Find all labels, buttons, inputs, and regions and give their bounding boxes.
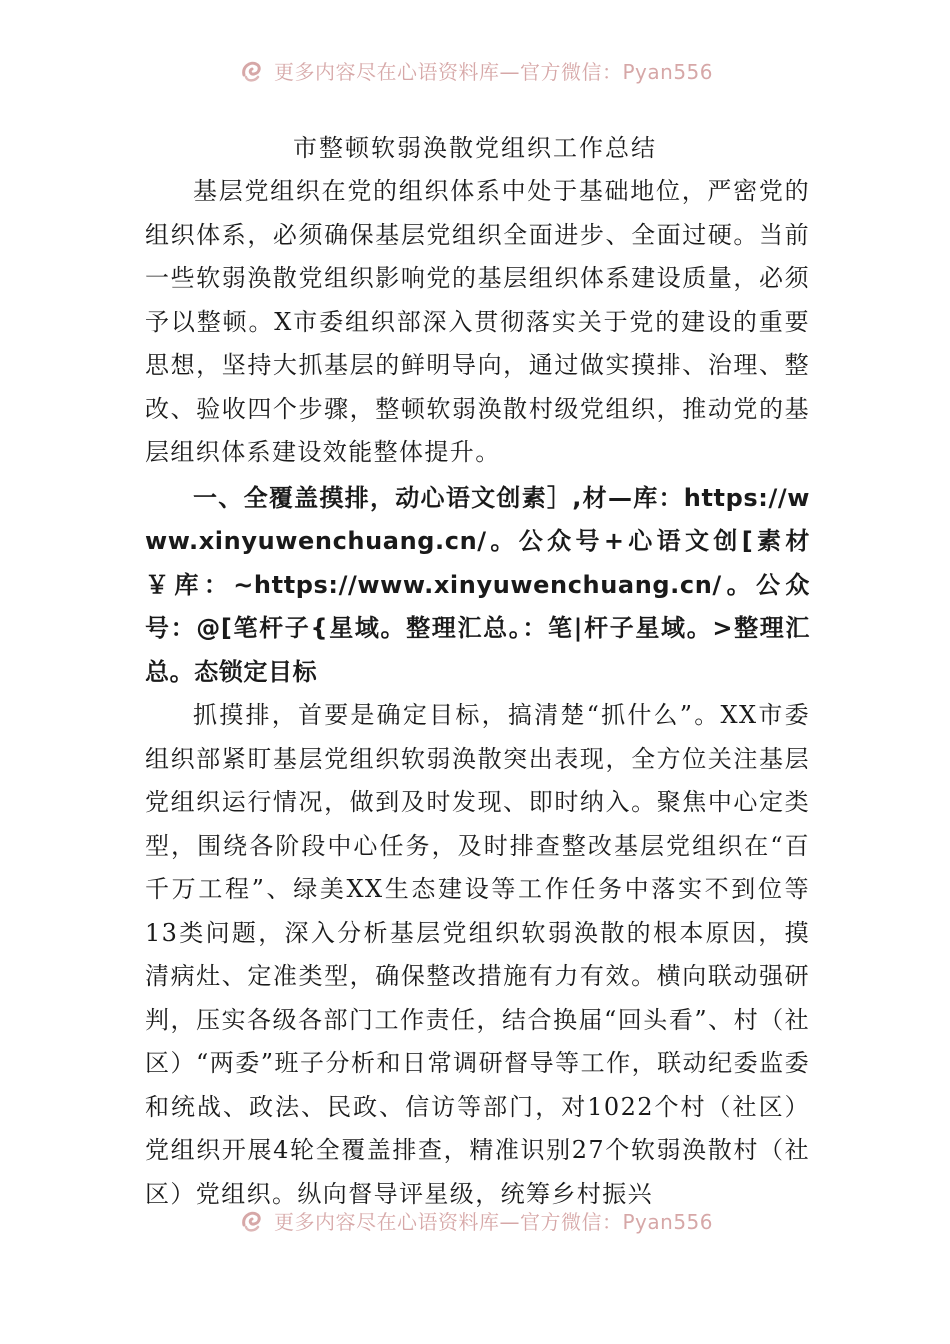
footer-watermark (238, 1204, 738, 1236)
intro-paragraph: 基层党组织在党的组织体系中处于基础地位，严密党的组织体系，必须确保基层党组织全面进步、全面过硬。当前一些软弱涣散党组织影响党的基层组织体系建设质量，必须予以整顿。X市委组织部深入贯彻落实关于党的建设的重要思想，坚持大抓基层的鲜明导向，通过做实摸排、治理、整改、验收四个步骤，整顿软弱涣散村级党组织，推动党的基层组织体系建设效能整体提升。 (145, 177, 810, 466)
swirl-logo-icon (238, 55, 268, 85)
swirl-logo-icon (238, 1205, 268, 1235)
watermark-text: 更多内容尽在心语资料库—官方微信：Pyan556 (274, 59, 714, 84)
header-watermark (238, 54, 738, 86)
document-title: 市整顿软弱涣散党组织工作总结 (293, 134, 657, 162)
document-body (145, 170, 810, 1216)
watermark-text: 更多内容尽在心语资料库—官方微信：Pyan556 (274, 1209, 714, 1234)
body-paragraph: 抓摸排，首要是确定目标，搞清楚“抓什么”。XX市委组织部紧盯基层党组织软弱涣散突出表现，全方位关注基层党组织运行情况，做到及时发现、即时纳入。聚焦中心定类型，围绕各阶段中心任务，及时排查整改基层党组织在“百千万工程”、绿美XX生态建设等工作任务中落实不到位等13类问题，深入分析基层党组织软弱涣散的根本原因，摸清病灶、定准类型，确保整改措施有力有效。横向联动强研判，压实各级各部门工作责任，结合换届“回头看”、村（社区）“两委”班子分析和日常调研督导等工作，联动纪委监委和统战、政法、民政、信访等部门，对1022个村（社区）党组织开展4轮全覆盖排查，精准识别27个软弱涣散村（社区）党组织。纵向督导评星级，统筹乡村振兴 (145, 701, 810, 1208)
section-heading: 一、全覆盖摸排，动心语文创素］,材—库：https://www.xinyuwenchuang.cn/。公众号+心语文创[素材￥库：~https://www.xinyuwenchuang.cn/。公众号：@[笔杆子{星域。整理汇总。：笔|杆子星域。>整理汇总。态锁定目标 (145, 483, 810, 686)
